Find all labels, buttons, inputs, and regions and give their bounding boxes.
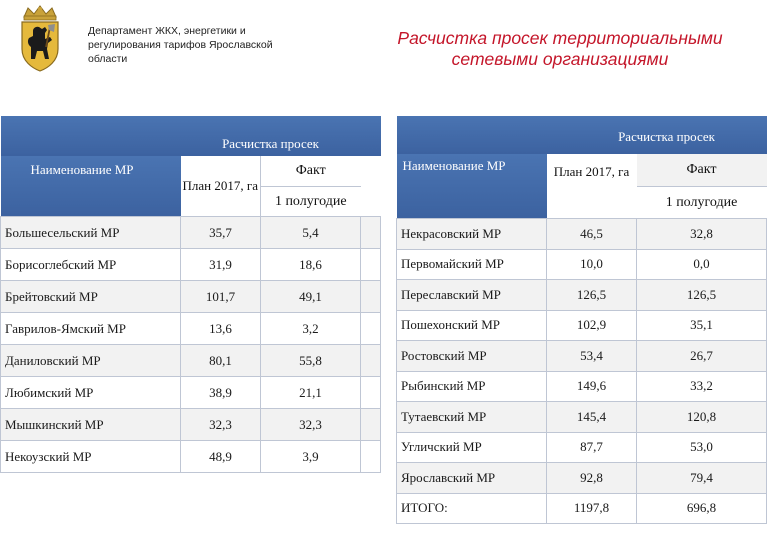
- left-row-plan: 31,9: [181, 249, 261, 281]
- left-row-plan: 32,3: [181, 409, 261, 441]
- right-row-fact: 32,8: [637, 219, 767, 250]
- right-row-plan: 1197,8: [547, 493, 637, 524]
- right-row-name: Некрасовский МР: [397, 219, 547, 250]
- right-table-body: [397, 219, 767, 524]
- table-row: [1, 441, 381, 473]
- right-col-plan-header: План 2017, га: [547, 154, 637, 219]
- left-row-plan: 48,9: [181, 441, 261, 473]
- table-row: [1, 217, 381, 249]
- right-col-name-header: Наименование МР: [397, 154, 547, 219]
- right-row-name: ИТОГО:: [397, 493, 547, 524]
- right-row-name: Ростовский МР: [397, 341, 547, 372]
- right-col-fact-header: [637, 154, 767, 219]
- left-row-fact: 5,4: [261, 217, 361, 249]
- right-row-fact: 696,8: [637, 493, 767, 524]
- right-row-fact: 53,0: [637, 432, 767, 463]
- right-row-plan: 46,5: [547, 219, 637, 250]
- left-row-name: Даниловский МР: [1, 345, 181, 377]
- left-row-fact: 49,1: [261, 281, 361, 313]
- right-row-fact: 79,4: [637, 463, 767, 494]
- table-row: [397, 310, 767, 341]
- table-row: [397, 371, 767, 402]
- left-row-name: Некоузский МР: [1, 441, 181, 473]
- right-group-header: Расчистка просек: [618, 129, 715, 144]
- right-row-plan: 10,0: [547, 249, 637, 280]
- table-row: [397, 219, 767, 250]
- table-row: [397, 493, 767, 524]
- right-row-plan: 126,5: [547, 280, 637, 311]
- right-row-name: Рыбинский МР: [397, 371, 547, 402]
- right-table: [396, 116, 767, 524]
- right-row-fact: 33,2: [637, 371, 767, 402]
- left-group-header: Расчистка просек: [222, 136, 319, 151]
- left-col-fact-label: Факт: [261, 156, 361, 187]
- table-row: [1, 281, 381, 313]
- table-row: [1, 377, 381, 409]
- left-row-plan: 38,9: [181, 377, 261, 409]
- left-table-top-header: [1, 116, 381, 156]
- table-row: [397, 402, 767, 433]
- department-name: Департамент ЖКХ, энергетики и регулирования тарифов Ярославской области: [88, 25, 273, 65]
- left-row-fact: 55,8: [261, 345, 361, 377]
- slide-title: Расчистка просек территориальными сетевыми организациями: [397, 28, 723, 69]
- left-col-plan-header: План 2017, га: [181, 156, 261, 217]
- right-row-fact: 35,1: [637, 310, 767, 341]
- table-row: [397, 249, 767, 280]
- left-row-name: Брейтовский МР: [1, 281, 181, 313]
- right-row-name: Переславский МР: [397, 280, 547, 311]
- right-row-name: Первомайский МР: [397, 249, 547, 280]
- left-col-fact-header: [261, 156, 361, 217]
- right-table-top-header: [397, 116, 767, 154]
- left-row-name: Мышкинский МР: [1, 409, 181, 441]
- left-row-fact: 3,2: [261, 313, 361, 345]
- left-row-name: Любимский МР: [1, 377, 181, 409]
- table-row: [1, 313, 381, 345]
- right-row-fact: 26,7: [637, 341, 767, 372]
- left-row-name: Большесельский МР: [1, 217, 181, 249]
- left-table: [0, 116, 381, 473]
- slide-header: [0, 0, 780, 100]
- right-row-plan: 53,4: [547, 341, 637, 372]
- right-col-fact-label: Факт: [637, 154, 767, 187]
- left-row-plan: 13,6: [181, 313, 261, 345]
- right-row-plan: 149,6: [547, 371, 637, 402]
- left-table-body: [1, 217, 381, 473]
- left-row-plan: 101,7: [181, 281, 261, 313]
- right-table-sub-header: [397, 154, 767, 219]
- right-row-plan: 92,8: [547, 463, 637, 494]
- left-col-name-header: Наименование МР: [1, 156, 181, 217]
- right-row-plan: 145,4: [547, 402, 637, 433]
- left-row-plan: 35,7: [181, 217, 261, 249]
- right-row-fact: 120,8: [637, 402, 767, 433]
- table-row: [397, 432, 767, 463]
- left-row-name: Борисоглебский МР: [1, 249, 181, 281]
- left-table-sub-header: [1, 156, 381, 217]
- table-row: [1, 409, 381, 441]
- left-row-fact: 32,3: [261, 409, 361, 441]
- table-row: [1, 345, 381, 377]
- right-col-fact-sublabel: 1 полугодие: [665, 195, 738, 210]
- table-row: [397, 341, 767, 372]
- left-col-fact-sublabel: 1 полугодие: [274, 194, 347, 209]
- left-row-plan: 80,1: [181, 345, 261, 377]
- right-row-name: Тутаевский МР: [397, 402, 547, 433]
- left-row-fact: 21,1: [261, 377, 361, 409]
- table-row: [1, 249, 381, 281]
- table-row: [397, 280, 767, 311]
- table-row: [397, 463, 767, 494]
- right-row-fact: 126,5: [637, 280, 767, 311]
- right-row-fact: 0,0: [637, 249, 767, 280]
- right-row-plan: 102,9: [547, 310, 637, 341]
- yaroslavl-emblem-icon: [14, 3, 66, 73]
- right-row-name: Ярославский МР: [397, 463, 547, 494]
- left-row-fact: 3,9: [261, 441, 361, 473]
- right-row-name: Пошехонский МР: [397, 310, 547, 341]
- left-row-fact: 18,6: [261, 249, 361, 281]
- right-row-plan: 87,7: [547, 432, 637, 463]
- left-row-name: Гаврилов-Ямский МР: [1, 313, 181, 345]
- right-row-name: Угличский МР: [397, 432, 547, 463]
